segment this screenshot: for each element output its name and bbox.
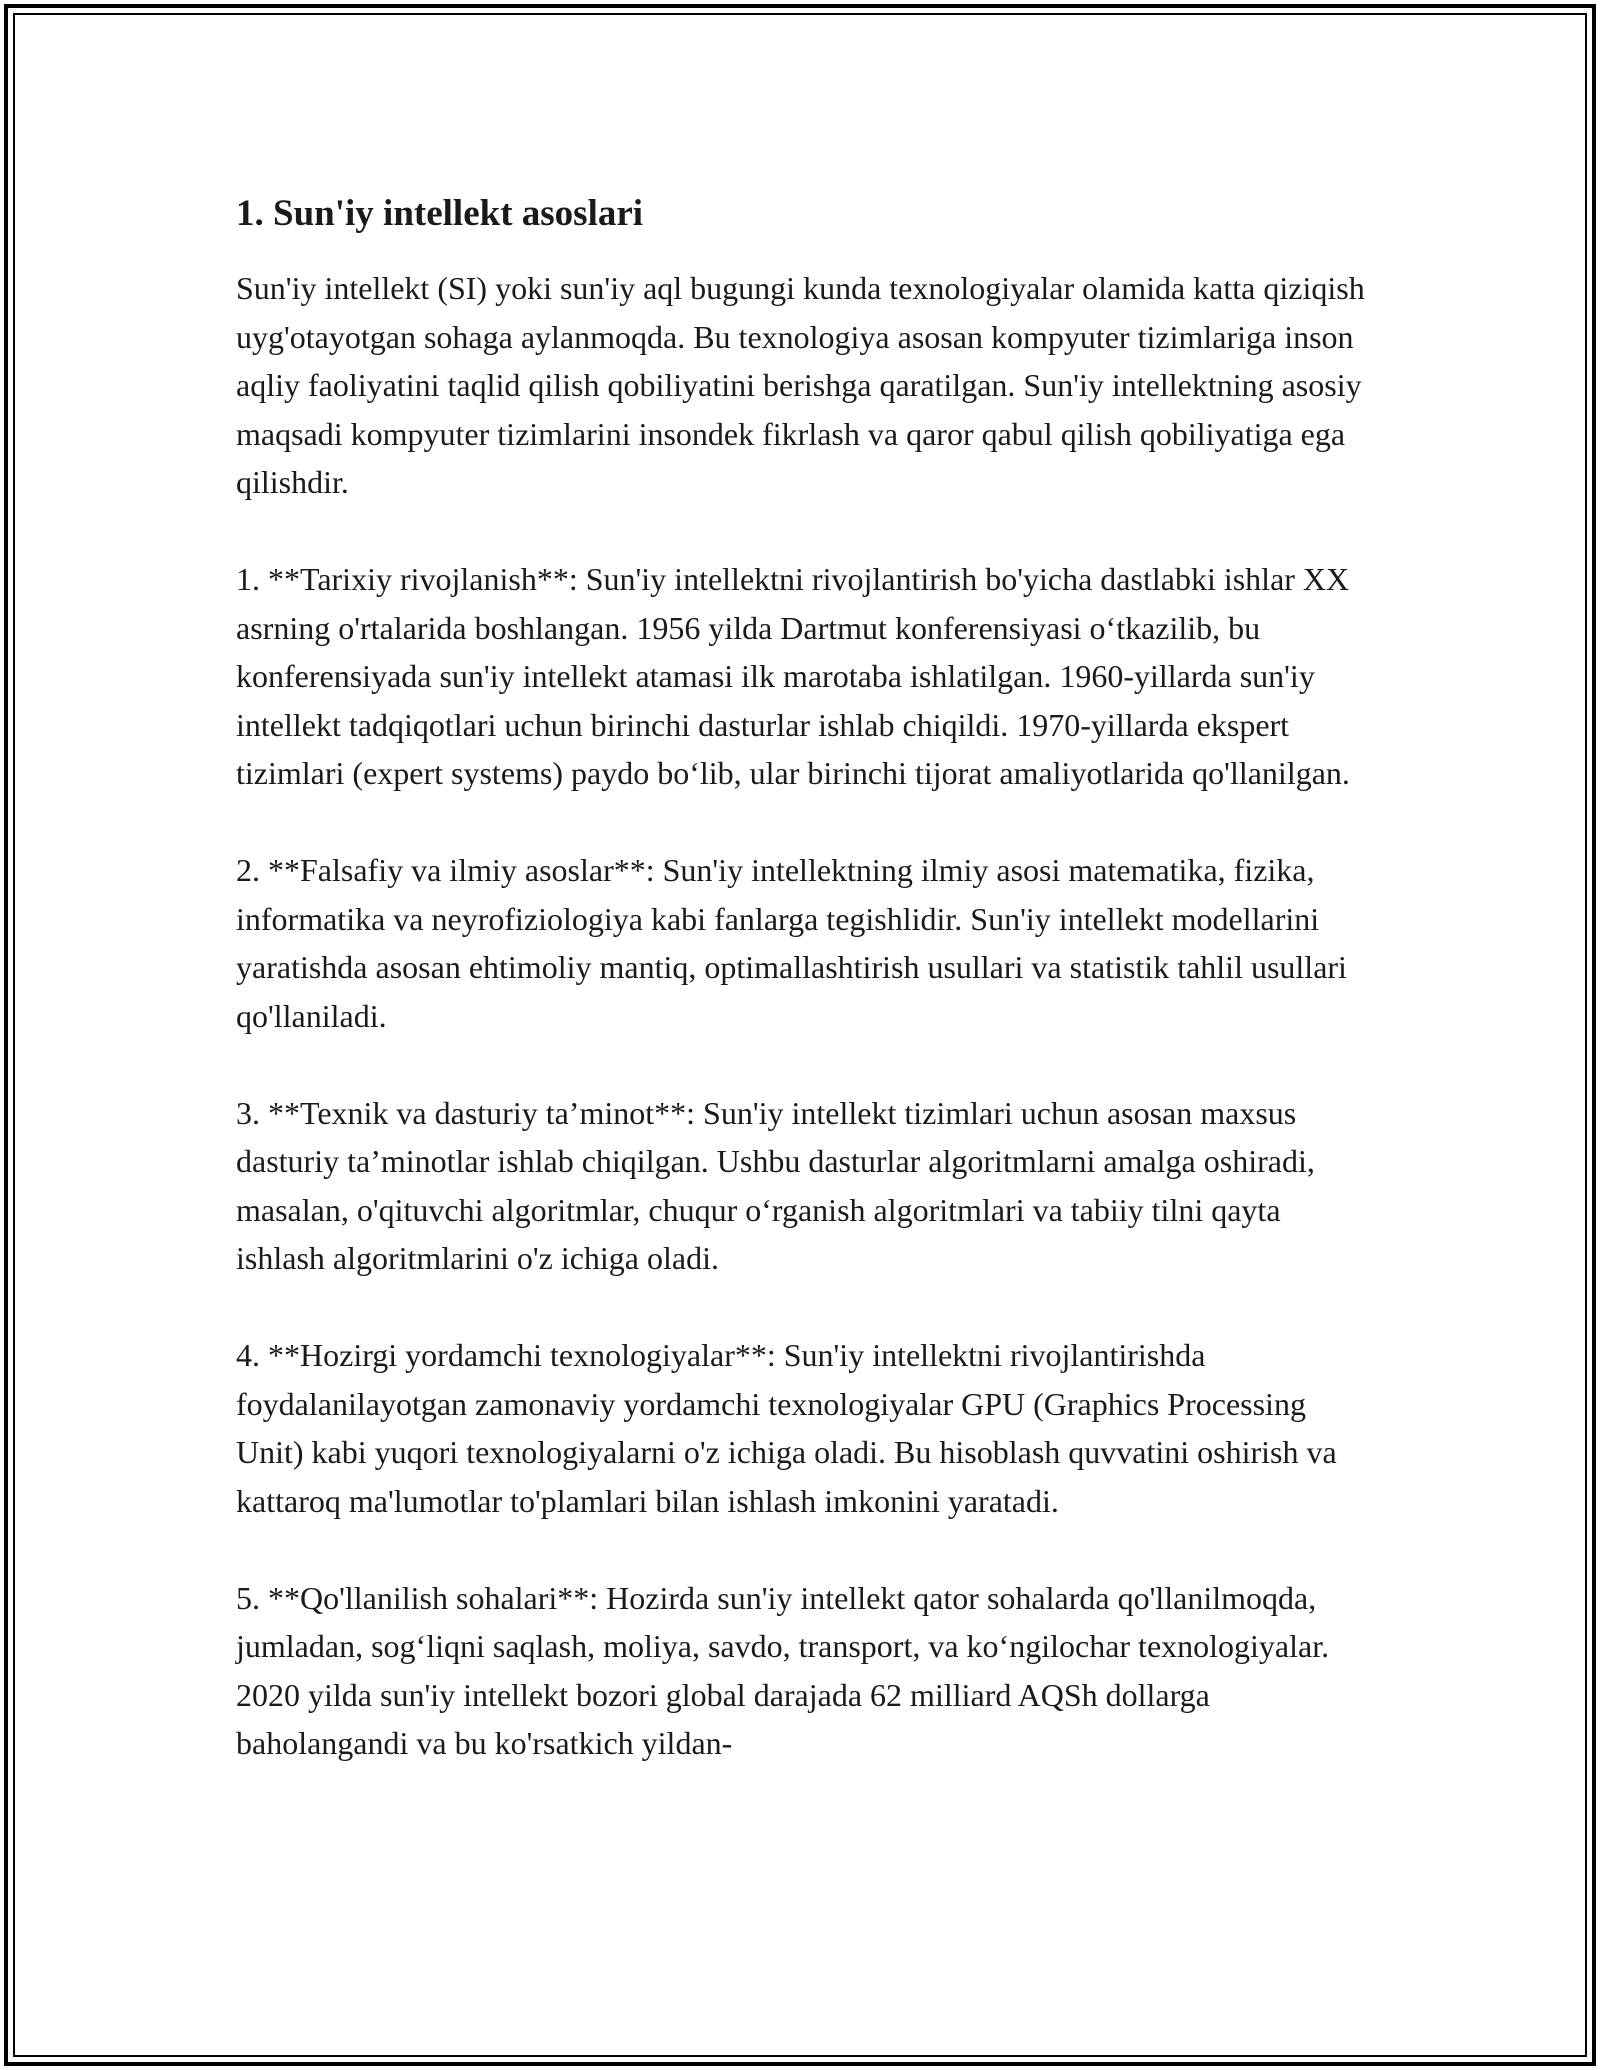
paragraph-applications: 5. **Qo'llanilish sohalari**: Hozirda sun'iy intellekt qator sohalarda qo'llanilmoqda, jumladan, sog‘liqni saqlash, moliya, savdo, transport, va ko‘ngilochar texnologiyalar. 2020 yilda sun'iy intellekt bozori global darajada 62 milliard AQSh dollarga baholangandi va bu ko'rsatkich yildan- <box>236 1579 1330 1761</box>
paragraph-technologies: 4. **Hozirgi yordamchi texnologiyalar**: Sun'iy intellektni rivojlantirishda foydalanilayotgan zamonaviy yordamchi texnologiyalar GPU (Graphics Processing Unit) kabi yuqori texnologiyalarni o'z ichiga oladi. Bu hisoblash quvvatini oshirish va kattaroq ma'lumotlar to'plamlari bilan ishlash imkonini yaratadi. <box>236 1337 1337 1519</box>
paragraph-history: 1. **Tarixiy rivojlanish**: Sun'iy intellektni rivojlantirish bo'yicha dastlabki ishlar XX asrning o'rtalarida boshlangan. 1956 yilda Dartmut konferensiyasi o‘tkazilib, bu konferensiyada sun'iy intellekt atamasi ilk marotaba ishlatilgan. 1960-yillarda sun'iy intellekt tadqiqotlari uchun birinchi dasturlar ishlab chiqildi. 1970-yillarda ekspert tizimlari (expert systems) paydo bo‘lib, ular birinchi tijorat amaliyotlarida qo'llanilgan. <box>236 561 1350 791</box>
document-body <box>236 188 1376 1816</box>
paragraph-foundations: 2. **Falsafiy va ilmiy asoslar**: Sun'iy intellektning ilmiy asosi matematika, fizika, informatika va neyrofiziologiya kabi fanlarga tegishlidir. Sun'iy intellekt modellarini yaratishda asosan ehtimoliy mantiq, optimallashtirish usullari va statistik tahlil usullari qo'llaniladi. <box>236 852 1347 1034</box>
section-heading: 1. Sun'iy intellekt asoslari <box>236 193 644 234</box>
intro-paragraph: Sun'iy intellekt (SI) yoki sun'iy aql bugungi kunda texnologiyalar olamida katta qiziqish uyg'otayotgan sohaga aylanmoqda. Bu texnologiya asosan kompyuter tizimlariga inson aqliy faoliyatini taqlid qilish qobiliyatini berishga qaratilgan. Sun'iy intellektning asosiy maqsadi kompyuter tizimlarini insondek fikrlash va qaror qabul qilish qobiliyatiga ega qilishdir. <box>236 270 1365 500</box>
paragraph-software: 3. **Texnik va dasturiy ta’minot**: Sun'iy intellekt tizimlari uchun asosan maxsus dasturiy ta’minotlar ishlab chiqilgan. Ushbu dasturlar algoritmlarni amalga oshiradi, masalan, o'qituvchi algoritmlar, chuqur o‘rganish algoritmlari va tabiiy tilni qayta ishlash algoritmlarini o'z ichiga oladi. <box>236 1094 1315 1276</box>
